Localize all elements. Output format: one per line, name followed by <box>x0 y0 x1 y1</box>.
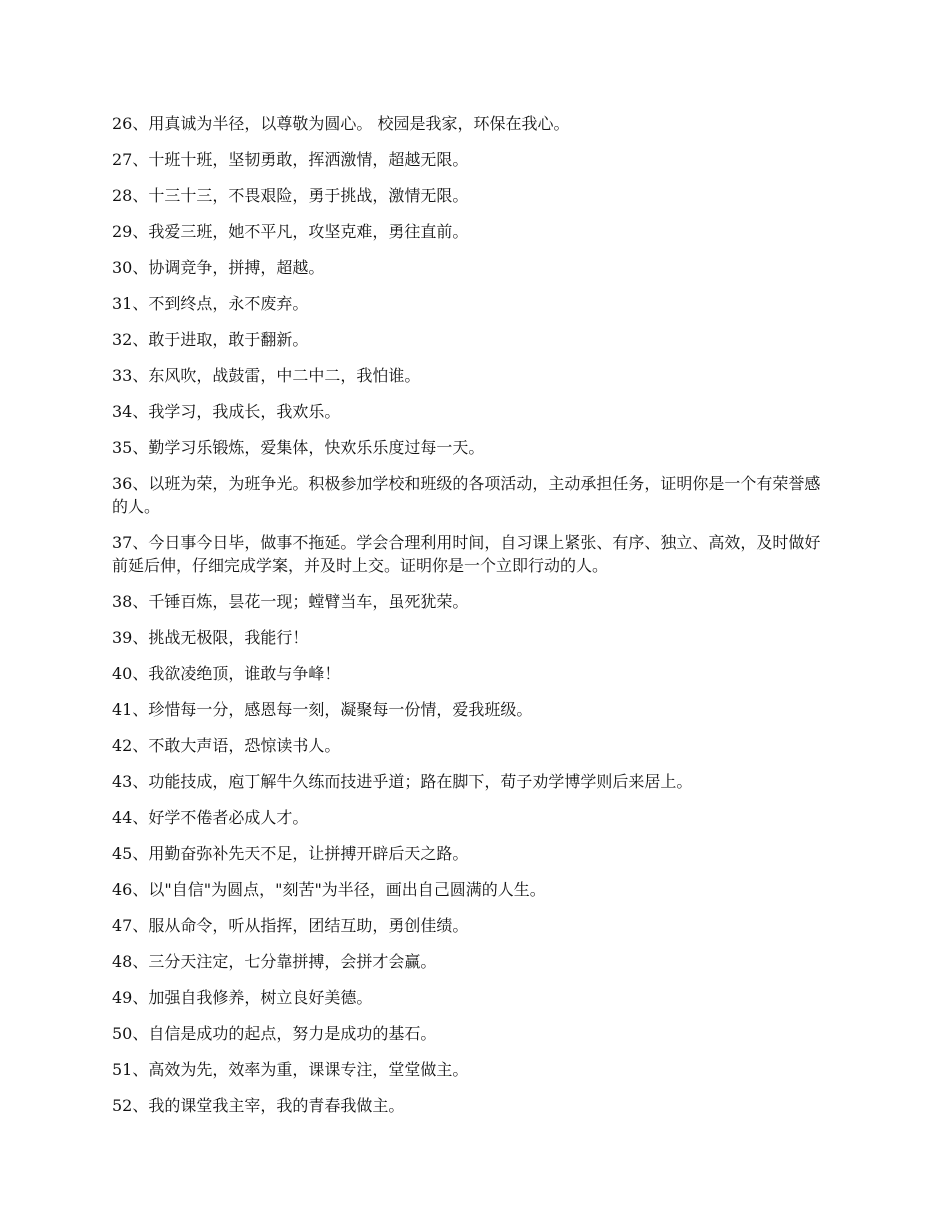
list-item: 52、我的课堂我主宰，我的青春我做主。 <box>112 1096 405 1115</box>
list-item: 39、挑战无极限，我能行！ <box>112 628 309 647</box>
list-item: 48、三分天注定，七分靠拼搏，会拼才会赢。 <box>112 952 437 971</box>
list-item: 49、加强自我修养，树立良好美德。 <box>112 988 373 1007</box>
slogan-list <box>112 112 832 1130</box>
list-item: 43、功能技成，庖丁解牛久练而技进乎道；路在脚下，荀子劝学博学则后来居上。 <box>112 772 693 791</box>
list-item: 34、我学习，我成长，我欢乐。 <box>112 402 341 421</box>
list-item: 50、自信是成功的起点，努力是成功的基石。 <box>112 1024 437 1043</box>
list-item: 28、十三十三，不畏艰险，勇于挑战，激情无限。 <box>112 186 469 205</box>
list-item: 27、十班十班，坚韧勇敢，挥洒激情，超越无限。 <box>112 150 469 169</box>
list-item: 46、以"自信"为圆点，"刻苦"为半径，画出自己圆满的人生。 <box>112 880 546 899</box>
list-item: 36、以班为荣，为班争光。积极参加学校和班级的各项活动，主动承担任务，证明你是一个有荣誉感的人。 <box>112 474 821 516</box>
list-item: 26、用真诚为半径，以尊敬为圆心。 校园是我家，环保在我心。 <box>112 114 570 133</box>
list-item: 45、用勤奋弥补先天不足，让拼搏开辟后天之路。 <box>112 844 469 863</box>
list-item: 35、勤学习乐锻炼，爱集体，快欢乐乐度过每一天。 <box>112 438 485 457</box>
list-item: 31、不到终点，永不废弃。 <box>112 294 309 313</box>
list-item: 37、今日事今日毕，做事不拖延。学会合理利用时间，自习课上紧张、有序、独立、高效，及时做好前延后伸，仔细完成学案，并及时上交。证明你是一个立即行动的人。 <box>112 533 821 575</box>
list-item: 44、好学不倦者必成人才。 <box>112 808 309 827</box>
list-item: 30、协调竞争，拼搏，超越。 <box>112 258 325 277</box>
list-item: 40、我欲凌绝顶，谁敢与争峰！ <box>112 664 341 683</box>
list-item: 51、高效为先，效率为重，课课专注，堂堂做主。 <box>112 1060 469 1079</box>
list-item: 42、不敢大声语，恐惊读书人。 <box>112 736 341 755</box>
list-item: 32、敢于进取，敢于翻新。 <box>112 330 309 349</box>
list-item: 41、珍惜每一分，感恩每一刻，凝聚每一份情，爱我班级。 <box>112 700 533 719</box>
list-item: 47、服从命令，听从指挥，团结互助，勇创佳绩。 <box>112 916 469 935</box>
list-item: 38、千锤百炼，昙花一现；螳臂当车，虽死犹荣。 <box>112 592 469 611</box>
list-item: 29、我爱三班，她不平凡，攻坚克难，勇往直前。 <box>112 222 469 241</box>
list-item: 33、东风吹，战鼓雷，中二中二，我怕谁。 <box>112 366 421 385</box>
